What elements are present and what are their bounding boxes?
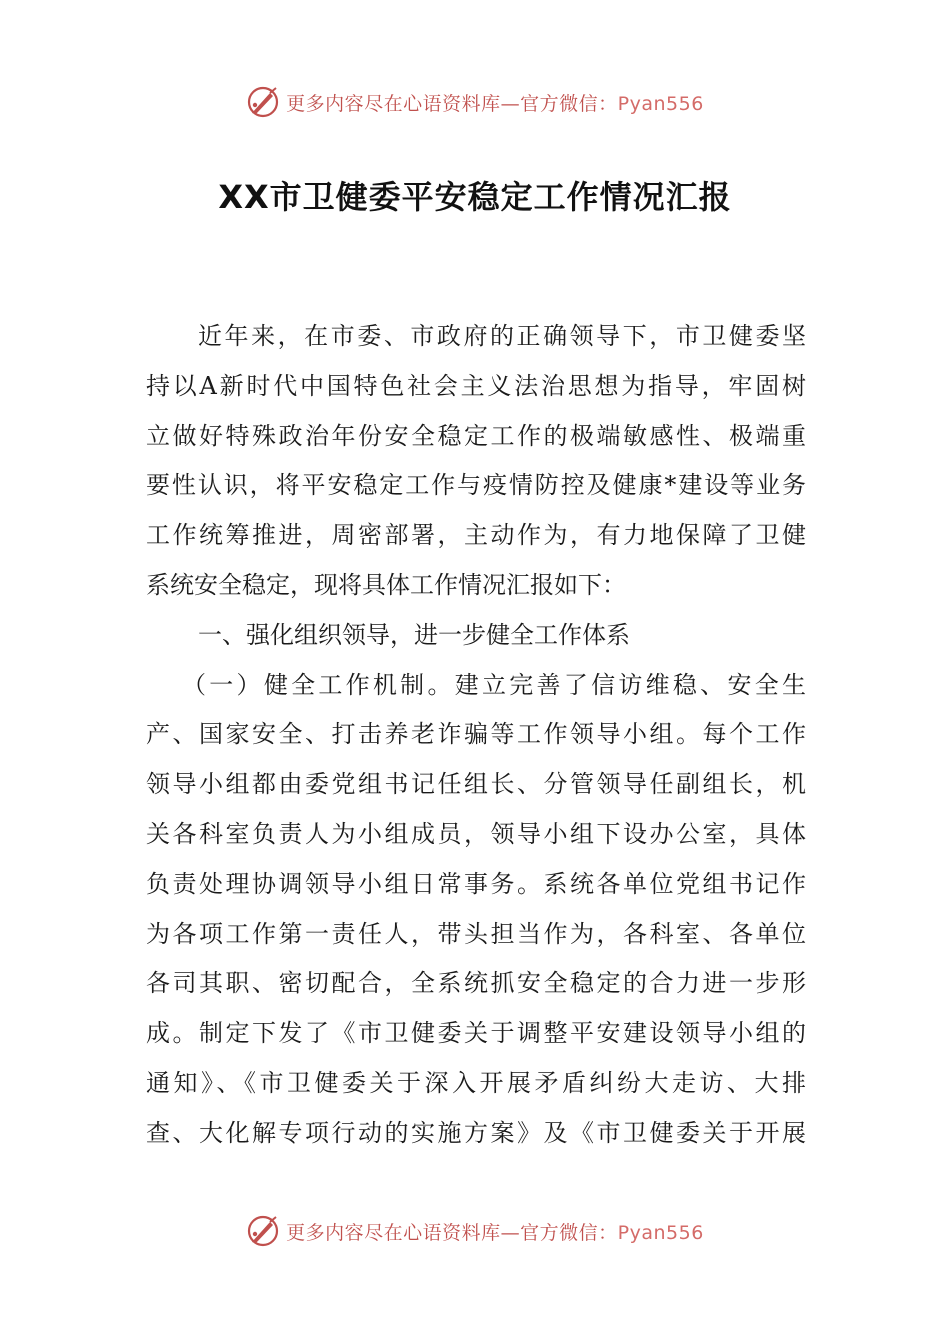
- body-line: 为各项工作第一责任人，带头担当作为，各科室、各单位: [146, 919, 806, 948]
- body-line: 系统安全稳定，现将具体工作情况汇报如下：: [146, 570, 626, 599]
- header-watermark-banner: [0, 82, 950, 122]
- section-heading: 一、强化组织领导，进一步健全工作体系: [198, 620, 630, 649]
- banner-text: 更多内容尽在心语资料库—官方微信：Pyan556: [286, 92, 704, 115]
- wechat-id: Pyan556: [617, 1221, 704, 1244]
- body-line: 产、国家安全、打击养老诈骗等工作领导小组。每个工作: [146, 720, 806, 749]
- body-line: 各司其职、密切配合，全系统抓安全稳定的合力进一步形: [146, 969, 806, 998]
- subsection-heading-line: （一）健全工作机制。建立完善了信访维稳、安全生: [182, 670, 806, 699]
- body-line: 查、大化解专项行动的实施方案》及《市卫健委关于开展: [146, 1118, 806, 1147]
- document-body: [146, 312, 806, 1159]
- body-line: 工作统筹推进，周密部署，主动作为，有力地保障了卫健: [146, 521, 806, 550]
- quill-logo-icon: [246, 1214, 280, 1248]
- body-line: 要性认识，将平安稳定工作与疫情防控及健康*建设等业务: [146, 471, 806, 500]
- body-line: 近年来，在市委、市政府的正确领导下，市卫健委坚: [198, 322, 806, 350]
- body-line: 关各科室负责人为小组成员，领导小组下设办公室，具体: [146, 819, 806, 848]
- footer-watermark-banner: [0, 1211, 950, 1251]
- wechat-id: Pyan556: [617, 92, 704, 115]
- quill-logo-icon: [246, 85, 280, 119]
- document-title: XX市卫健委平安稳定工作情况汇报: [218, 178, 732, 216]
- body-line: 持以A新时代中国特色社会主义法治思想为指导，牢固树: [146, 371, 806, 400]
- body-line: 立做好特殊政治年份安全稳定工作的极端敏感性、极端重: [146, 421, 806, 450]
- body-line: 负责处理协调领导小组日常事务。系统各单位党组书记作: [146, 869, 806, 898]
- body-line: 领导小组都由委党组书记任组长、分管领导任副组长，机: [146, 770, 806, 799]
- body-line: 通知》、《市卫健委关于深入开展矛盾纠纷大走访、大排: [146, 1068, 806, 1097]
- body-line: 成。制定下发了《市卫健委关于调整平安建设领导小组的: [146, 1019, 806, 1048]
- banner-text: 更多内容尽在心语资料库—官方微信：Pyan556: [286, 1221, 704, 1244]
